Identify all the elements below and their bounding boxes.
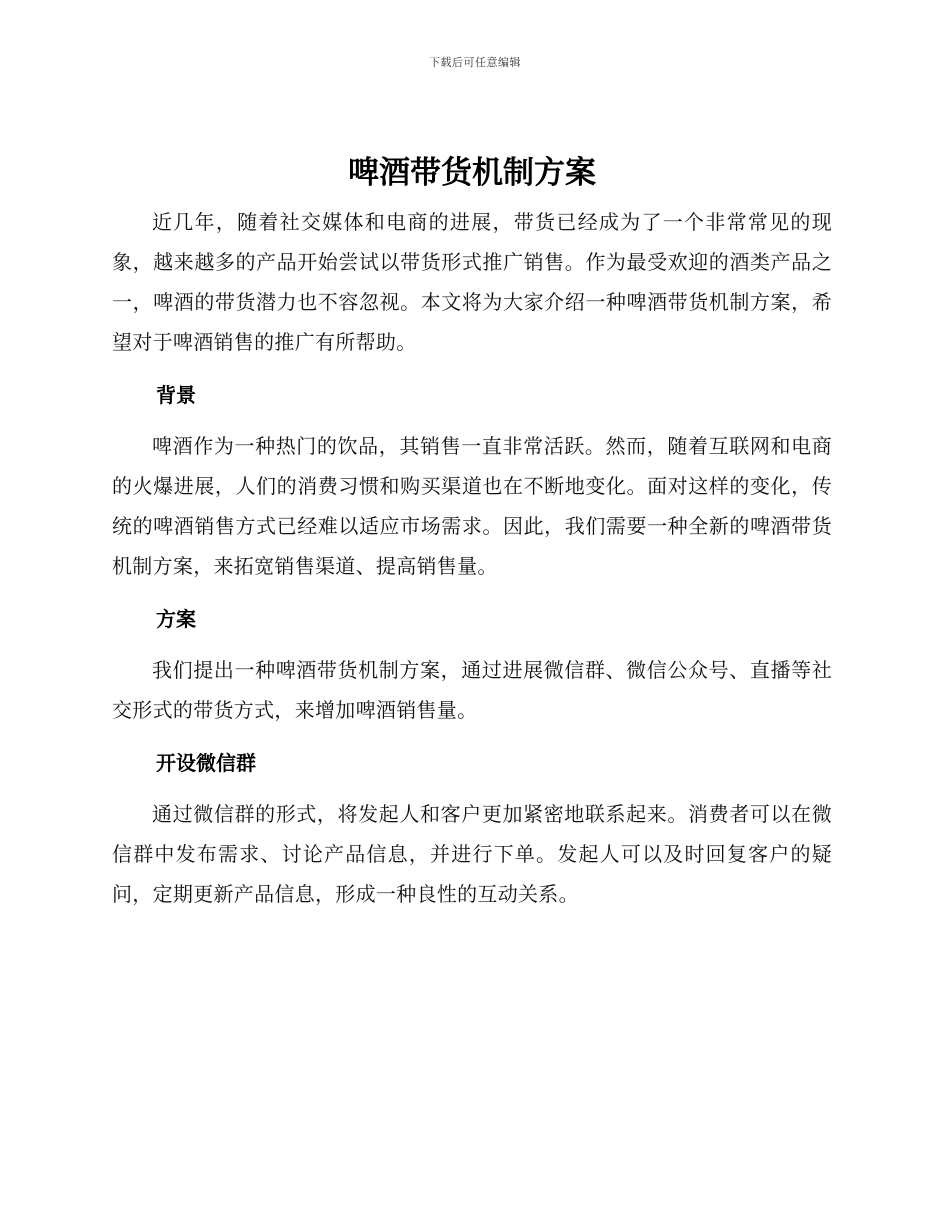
document-body — [112, 150, 832, 914]
section-body-background: 啤酒作为一种热门的饮品，其销售一直非常活跃。然而，随着互联网和电商的火爆进展，人们的消费习惯和购买渠道也在不断地变化。面对这样的变化，传统的啤酒销售方式已经难以适应市场需求。因此，我们需要一种全新的啤酒带货机制方案，来拓宽销售渠道、提高销售量。 — [112, 434, 832, 578]
document-title: 啤酒带货机制方案 — [348, 155, 596, 191]
section-body-plan: 我们提出一种啤酒带货机制方案，通过进展微信群、微信公众号、直播等社交形式的带货方式，来增加啤酒销售量。 — [112, 658, 832, 722]
page-header-note: 下载后可任意编辑 — [429, 56, 521, 69]
section-body-wechat-group: 通过微信群的形式，将发起人和客户更加紧密地联系起来。消费者可以在微信群中发布需求、讨论产品信息，并进行下单。发起人可以及时回复客户的疑问，定期更新产品信息，形成一种良性的互动关系。 — [112, 802, 832, 906]
section-heading-plan: 方案 — [156, 607, 196, 631]
intro-paragraph: 近几年，随着社交媒体和电商的进展，带货已经成为了一个非常常见的现象，越来越多的产品开始尝试以带货形式推广销售。作为最受欢迎的酒类产品之一，啤酒的带货潜力也不容忽视。本文将为大家介绍一种啤酒带货机制方案，希望对于啤酒销售的推广有所帮助。 — [112, 210, 832, 354]
section-heading-wechat-group: 开设微信群 — [156, 751, 256, 775]
section-heading-background: 背景 — [156, 383, 196, 407]
